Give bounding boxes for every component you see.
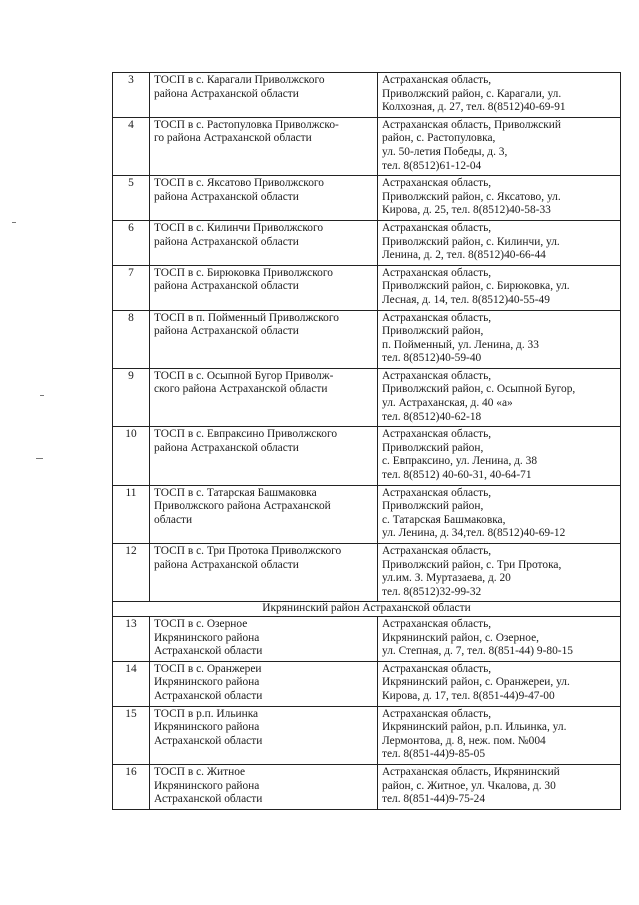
address-line: тел. 8(8512)32-99-32 — [382, 585, 482, 598]
address-line: ул. Астраханская, д. 40 «а» — [382, 397, 513, 410]
table-row — [113, 310, 621, 368]
address-line: Приволжский район, — [382, 500, 484, 513]
row-number: 5 — [113, 176, 150, 221]
office-name-line: Астраханской области — [154, 734, 263, 747]
office-name-cell — [150, 265, 378, 310]
address-cell — [378, 427, 621, 485]
office-name-line: ТОСП в р.п. Ильинка — [154, 707, 259, 720]
address-line: ул. 50-летия Победы, д. 3, — [382, 145, 508, 158]
office-name-line: ТОСП в с. Яксатово Приволжского — [154, 177, 324, 190]
table-row — [113, 368, 621, 426]
office-name-cell — [150, 616, 378, 661]
address-cell — [378, 485, 621, 543]
row-number: 7 — [113, 265, 150, 310]
address-line: Лесная, д. 14, тел. 8(8512)40-55-49 — [382, 293, 550, 306]
address-line: Приволжский район, с. Килинчи, ул. — [382, 235, 560, 248]
office-name-line: Приволжского района Астраханской — [154, 500, 331, 513]
office-name-cell — [150, 427, 378, 485]
address-cell — [378, 616, 621, 661]
address-line: район, с. Житное, ул. Чкалова, д. 30 — [382, 779, 556, 792]
address-line: Приволжский район, с. Осыпной Бугор, — [382, 383, 576, 396]
scan-mark — [40, 395, 44, 396]
table-row — [113, 544, 621, 602]
address-line: п. Пойменный, ул. Ленина, д. 33 — [382, 338, 539, 351]
office-name-cell — [150, 706, 378, 764]
table-row — [113, 485, 621, 543]
address-line: тел. 8(851-44)9-85-05 — [382, 748, 486, 761]
address-line: Приволжский район, — [382, 441, 484, 454]
office-name-cell — [150, 73, 378, 118]
office-name-line: ТОСП в с. Килинчи Приволжского — [154, 221, 324, 234]
office-name-line: ТОСП в с. Три Протока Приволжского — [154, 545, 342, 557]
office-name-line: района Астраханской области — [154, 87, 299, 100]
address-line: Приволжский район, с. Карагали, ул. — [382, 87, 562, 100]
office-name-line: Астраханской области — [154, 645, 263, 658]
table-row — [113, 73, 621, 118]
row-number: 12 — [113, 544, 150, 602]
office-name-cell — [150, 544, 378, 602]
row-number: 11 — [113, 485, 150, 543]
office-name-line: района Астраханской области — [154, 190, 299, 203]
office-name-line: области — [154, 513, 193, 526]
address-line: Астраханская область, — [382, 486, 492, 499]
table-row — [113, 661, 621, 706]
office-name-line: ТОСП в с. Озерное — [154, 617, 248, 630]
office-name-cell — [150, 310, 378, 368]
address-line: Астраханская область, Икрянинский — [382, 765, 560, 778]
scan-mark — [36, 458, 43, 459]
table-row — [113, 706, 621, 764]
address-cell — [378, 117, 621, 175]
address-cell — [378, 764, 621, 809]
office-name-line: го района Астраханской области — [154, 132, 312, 145]
address-line: Астраханская область, — [382, 617, 492, 630]
office-name-line: ского района Астраханской области — [154, 383, 328, 396]
office-name-line: ТОСП в с. Осыпной Бугор Приволж- — [154, 369, 334, 382]
section-header-row — [113, 602, 621, 617]
address-line: ул. Ленина, д. 34,тел. 8(8512)40-69-12 — [382, 527, 566, 540]
office-name-line: ТОСП в с. Татарская Башмаковка — [154, 486, 317, 499]
office-name-cell — [150, 661, 378, 706]
address-line: Астраханская область, — [382, 74, 492, 86]
table-row — [113, 176, 621, 221]
address-line: Икрянинский район, с. Озерное, — [382, 631, 540, 644]
row-number: 13 — [113, 616, 150, 661]
office-name-cell — [150, 485, 378, 543]
office-name-cell — [150, 368, 378, 426]
row-number: 15 — [113, 706, 150, 764]
address-line: Астраханская область, — [382, 177, 492, 190]
office-name-line: ТОСП в с. Житное — [154, 765, 246, 778]
office-name-line: Икрянинского района — [154, 779, 260, 792]
office-name-line: Икрянинского района — [154, 631, 260, 644]
office-name-line: Икрянинского района — [154, 721, 260, 734]
row-number: 8 — [113, 310, 150, 368]
address-line: Астраханская область, — [382, 266, 492, 279]
table-row — [113, 427, 621, 485]
office-name-line: ТОСП в с. Оранжереи — [154, 662, 262, 675]
address-cell — [378, 220, 621, 265]
office-name-line: ТОСП в с. Евпраксино Приволжского — [154, 428, 338, 441]
address-line: Астраханская область, — [382, 428, 492, 441]
address-line: ул. Степная, д. 7, тел. 8(851-44) 9-80-15 — [382, 645, 573, 658]
address-line: тел. 8(8512)40-62-18 — [382, 410, 482, 423]
address-line: Астраханская область, — [382, 369, 492, 382]
address-line: с. Евпраксино, ул. Ленина, д. 38 — [382, 455, 538, 468]
address-line: Ленина, д. 2, тел. 8(8512)40-66-44 — [382, 249, 546, 262]
office-name-line: района Астраханской области — [154, 325, 299, 338]
address-cell — [378, 176, 621, 221]
address-line: Колхозная, д. 27, тел. 8(8512)40-69-91 — [382, 101, 566, 114]
table-row — [113, 265, 621, 310]
address-line: тел. 8(8512) 40-60-31, 40-64-71 — [382, 469, 532, 482]
office-name-line: района Астраханской области — [154, 280, 299, 293]
address-line: Икрянинский район, с. Оранжереи, ул. — [382, 676, 570, 689]
office-name-line: ТОСП в с. Растопуловка Приволжско- — [154, 118, 339, 131]
office-name-line: Икрянинского района — [154, 676, 260, 689]
registry-table — [112, 72, 621, 810]
address-line: ул.им. З. Муртазаева, д. 20 — [382, 572, 511, 585]
row-number: 10 — [113, 427, 150, 485]
office-name-cell — [150, 176, 378, 221]
address-line: Приволжский район, — [382, 325, 484, 338]
office-name-line: Астраханской области — [154, 793, 263, 806]
address-line: Астраханская область, Приволжский — [382, 118, 561, 131]
office-name-line: ТОСП в с. Карагали Приволжского — [154, 74, 325, 86]
rows-after — [113, 616, 621, 809]
office-name-line: района Астраханской области — [154, 558, 299, 571]
address-line: Икрянинский район, р.п. Ильинка, ул. — [382, 721, 567, 734]
office-name-line: Астраханской области — [154, 689, 263, 702]
address-line: Астраханская область, — [382, 707, 492, 720]
address-line: Лермонтова, д. 8, неж. пом. №004 — [382, 734, 546, 747]
address-line: Кирова, д. 17, тел. 8(851-44)9-47-00 — [382, 689, 555, 702]
address-cell — [378, 661, 621, 706]
address-cell — [378, 706, 621, 764]
address-cell — [378, 310, 621, 368]
address-line: Кирова, д. 25, тел. 8(8512)40-58-33 — [382, 204, 551, 217]
table-row — [113, 764, 621, 809]
address-line: тел. 8(8512)61-12-04 — [382, 159, 482, 172]
address-line: Астраханская область, — [382, 662, 492, 675]
office-name-cell — [150, 764, 378, 809]
address-line: Астраханская область, — [382, 311, 492, 324]
address-line: тел. 8(851-44)9-75-24 — [382, 793, 486, 806]
address-cell — [378, 265, 621, 310]
office-name-line: района Астраханской области — [154, 235, 299, 248]
office-name-line: района Астраханской области — [154, 441, 299, 454]
address-line: Приволжский район, с. Яксатово, ул. — [382, 190, 561, 203]
row-number: 6 — [113, 220, 150, 265]
office-name-cell — [150, 220, 378, 265]
rows-before — [113, 73, 621, 602]
address-line: район, с. Растопуловка, — [382, 132, 496, 145]
address-line: Астраханская область, — [382, 545, 492, 557]
table-row — [113, 220, 621, 265]
section-title: Икрянинский район Астраханской области — [113, 602, 621, 617]
address-cell — [378, 73, 621, 118]
address-line: Приволжский район, с. Три Протока, — [382, 558, 562, 571]
office-name-cell — [150, 117, 378, 175]
address-line: Астраханская область, — [382, 221, 492, 234]
row-number: 3 — [113, 73, 150, 118]
address-cell — [378, 544, 621, 602]
row-number: 4 — [113, 117, 150, 175]
section-body — [113, 602, 621, 617]
table-row — [113, 616, 621, 661]
scan-mark — [12, 222, 16, 223]
row-number: 9 — [113, 368, 150, 426]
address-cell — [378, 368, 621, 426]
table-row — [113, 117, 621, 175]
row-number: 16 — [113, 764, 150, 809]
office-name-line: ТОСП в п. Пойменный Приволжского — [154, 311, 339, 324]
row-number: 14 — [113, 661, 150, 706]
address-line: Приволжский район, с. Бирюковка, ул. — [382, 280, 570, 293]
address-line: с. Татарская Башмаковка, — [382, 513, 506, 526]
address-line: тел. 8(8512)40-59-40 — [382, 352, 482, 365]
office-name-line: ТОСП в с. Бирюковка Приволжского — [154, 266, 333, 279]
